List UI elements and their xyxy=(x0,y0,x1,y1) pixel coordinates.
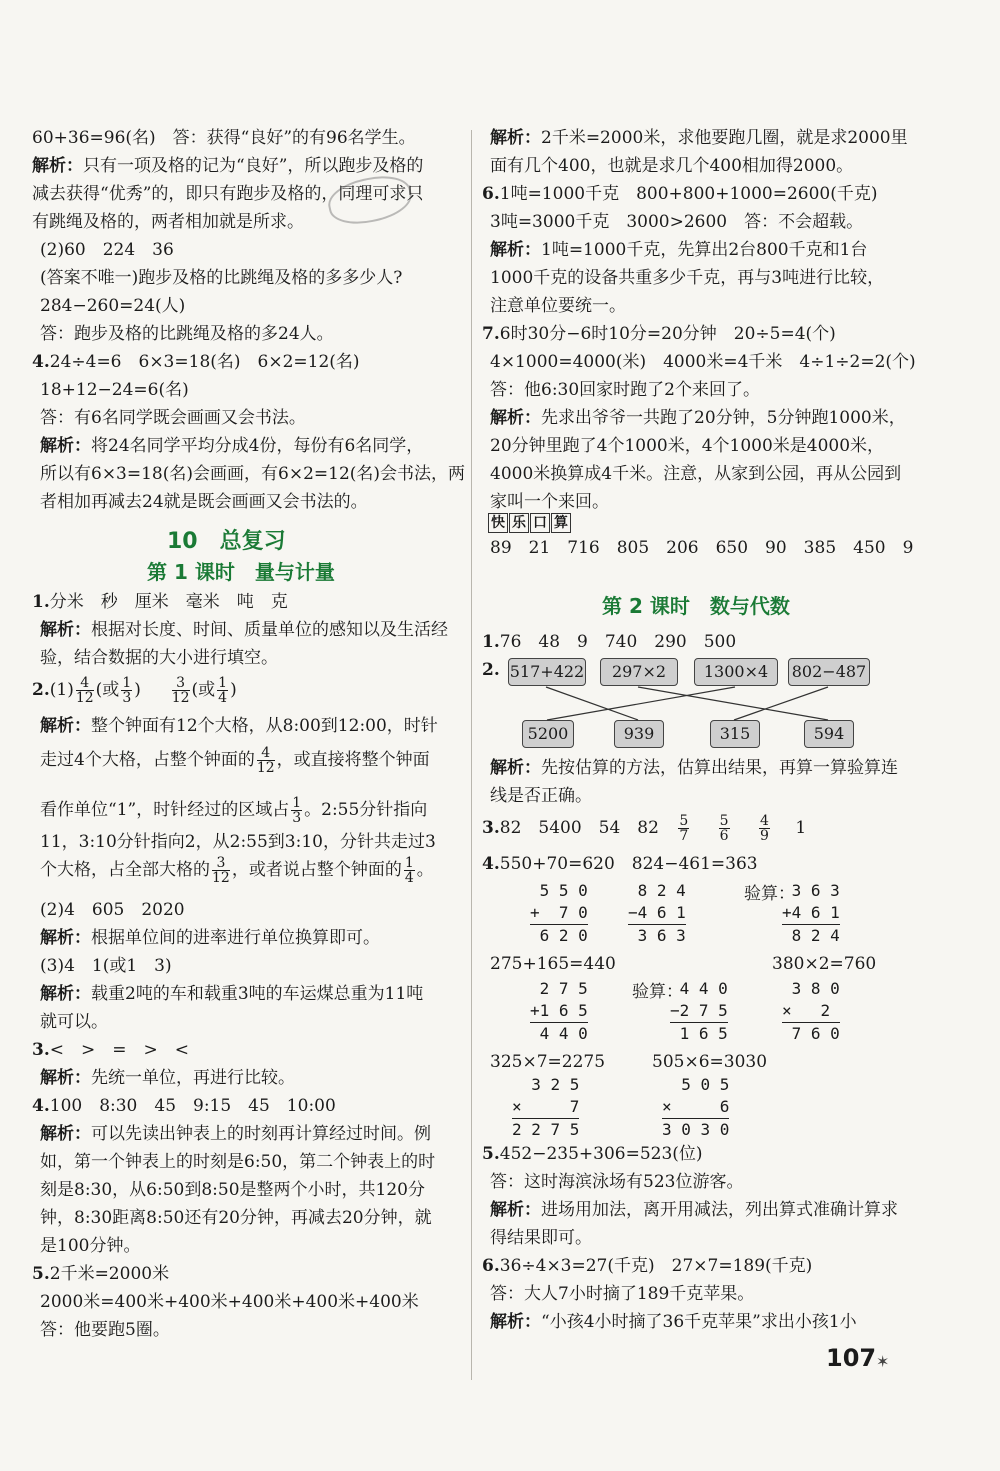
text: (或 xyxy=(95,680,120,700)
lesson-title: 第 1 课时 量与计量 xyxy=(147,560,335,584)
fraction xyxy=(759,814,770,843)
calc-operands: 5 5 0 + 7 0 xyxy=(530,880,588,925)
numerator: 1 xyxy=(218,675,228,691)
question-number: 4. xyxy=(482,854,500,874)
text-line: 减去获得“优秀”的，即只有跑步及格的，同理可求只 xyxy=(32,184,424,204)
text: (或 xyxy=(191,680,216,700)
text-line: 答：大人7小时摘了189千克苹果。 xyxy=(490,1284,755,1304)
result-box: 5200 xyxy=(522,720,574,748)
text-line: 家叫一个来回。 xyxy=(490,492,609,512)
question-number: 7. xyxy=(482,324,500,344)
question-number: 4. xyxy=(32,352,50,372)
question-r3 xyxy=(482,810,806,846)
fraction xyxy=(291,796,302,825)
numerator: 5 xyxy=(679,813,689,829)
match-line xyxy=(546,687,638,720)
question-text: 1吨=1000千克 800+800+1000=2600(千克) xyxy=(499,184,878,204)
question-text: 100 8:30 45 9:15 45 10:00 xyxy=(49,1096,336,1116)
question-text: 36÷4×3=27(千克) 27×7=189(千克) xyxy=(499,1256,813,1276)
question-text: 2千米=2000米 xyxy=(49,1264,170,1284)
text: 。2:55分针指向 xyxy=(304,800,428,820)
question-number: 3. xyxy=(32,1040,50,1060)
question-number: 5. xyxy=(482,1144,500,1164)
calc-operands: 3 2 5 × 7 xyxy=(512,1074,579,1119)
vertical-calc xyxy=(662,1074,729,1141)
text-line: 答：有6名同学既会画画又会书法。 xyxy=(40,408,306,428)
text-line: 面有几个400，也就是求几个400相加得2000。 xyxy=(490,156,854,176)
numerator: 1 xyxy=(292,795,302,811)
vertical-calc xyxy=(628,880,686,947)
calc-operands: 5 0 5 × 6 xyxy=(662,1074,729,1119)
text-line: 20分钟里跑了4个1000米，4个1000米是4000米， xyxy=(490,436,885,456)
question-number: 2. xyxy=(482,660,500,680)
text-line: 所以有6×3=18(名)会画画，有6×2=12(名)会书法，两 xyxy=(40,464,466,484)
result-box: 315 xyxy=(710,720,760,748)
text-line: 注意单位要统一。 xyxy=(490,296,626,316)
tag-char: 快 xyxy=(488,513,508,533)
vertical-calc xyxy=(782,880,840,947)
text-line: 得结果即可。 xyxy=(490,1228,592,1248)
question-number: 1. xyxy=(32,592,50,612)
calc-result: 2 2 7 5 xyxy=(512,1120,580,1139)
calc-result: 3 6 3 xyxy=(628,926,686,945)
analysis-label: 解析： xyxy=(40,1124,91,1144)
tag-char: 算 xyxy=(551,513,571,533)
text-line: 18+12−24=6(名) xyxy=(40,380,189,400)
text-line: 者相加再减去24就是既会画画又会书法的。 xyxy=(40,492,368,512)
text-line: 11，3:10分针指向2，从2:55到3:10，分针共走过3 xyxy=(40,832,436,852)
question-1 xyxy=(32,592,288,612)
calc-result: 6 2 0 xyxy=(530,926,588,945)
analysis-text: 载重2吨的车和载重3吨的车运煤总重为11吨 xyxy=(91,984,424,1004)
calc-operands: 3 6 3 +4 6 1 xyxy=(782,880,840,925)
question-4b xyxy=(32,1096,336,1116)
analysis-line xyxy=(490,1312,857,1332)
denominator: 3 xyxy=(122,690,132,706)
fraction xyxy=(121,676,132,705)
question-text: 24÷4=6 6×3=18(名) 6×2=12(名) xyxy=(49,352,360,372)
question-text: 452−235+306=523(位) xyxy=(499,1144,703,1164)
match-lines xyxy=(482,0,922,760)
text: 个大格，占全部大格的 xyxy=(40,860,210,880)
vertical-calc xyxy=(512,1074,579,1141)
text-line: 答：他要跑5圈。 xyxy=(40,1320,170,1340)
question-3 xyxy=(32,1040,189,1060)
question-2 xyxy=(32,672,237,708)
question-r5 xyxy=(482,1144,703,1164)
question-5 xyxy=(32,1264,169,1284)
tag-char: 口 xyxy=(530,513,550,533)
text-line: 275+165=440 xyxy=(490,954,616,974)
text-line: 4×1000=4000(米) 4000米=4千米 4÷1÷2=2(个) xyxy=(490,352,916,372)
denominator: 3 xyxy=(292,810,302,826)
check-label: 验算： xyxy=(744,884,795,904)
analysis-line xyxy=(40,928,380,948)
denominator: 7 xyxy=(679,828,689,844)
calc-result: 1 6 5 xyxy=(670,1024,728,1043)
question-text: 6时30分−6时10分=20分钟 20÷5=4(个) xyxy=(499,324,836,344)
numerator: 3 xyxy=(172,676,190,691)
question-r6 xyxy=(482,1256,812,1276)
kuaile-answers: 89 21 716 805 206 650 90 385 450 9 xyxy=(490,538,914,558)
analysis-label: 解析： xyxy=(32,156,83,176)
denominator: 9 xyxy=(759,828,769,844)
text-line: 2000米=400米+400米+400米+400米+400米 xyxy=(40,1292,419,1312)
page-number: 107 xyxy=(826,1344,877,1372)
analysis-line xyxy=(40,984,423,1004)
match-line xyxy=(547,687,735,720)
vertical-calc xyxy=(670,978,728,1045)
question-number: 4. xyxy=(32,1096,50,1116)
analysis-line xyxy=(40,620,448,640)
text: 走过4个大格，占整个钟面的 xyxy=(40,750,255,770)
analysis-label: 解析： xyxy=(490,240,541,260)
question-text: 分米 秒 厘米 毫米 吨 克 xyxy=(49,592,288,612)
fraction xyxy=(172,676,190,705)
analysis-label: 解析： xyxy=(490,758,541,778)
lesson-title: 第 2 课时 数与代数 xyxy=(602,594,790,618)
analysis-line xyxy=(40,436,423,456)
text-line: 是100分钟。 xyxy=(40,1236,141,1256)
numerator: 3 xyxy=(212,856,230,871)
question-number: 1. xyxy=(482,632,500,652)
analysis-line xyxy=(490,1200,898,1220)
question-text: 76 48 9 740 290 500 xyxy=(499,632,737,652)
question-number: 5. xyxy=(32,1264,50,1284)
fraction xyxy=(404,856,415,885)
text: ) xyxy=(230,680,237,700)
result-box: 594 xyxy=(804,720,854,748)
text-line: 刻是8:30，从6:50到8:50是整两个小时，共120分 xyxy=(40,1180,425,1200)
question-r4 xyxy=(482,854,758,874)
analysis-text: 根据单位间的进率进行单位换算即可。 xyxy=(91,928,380,948)
calc-operands: 4 4 0 −2 7 5 xyxy=(670,978,728,1023)
calc-result: 3 0 3 0 xyxy=(662,1120,730,1139)
analysis-text: 先统一单位，再进行比较。 xyxy=(91,1068,295,1088)
tag-char: 乐 xyxy=(509,513,529,533)
analysis-text: 先按估算的方法，估算出结果，再算一算验算连 xyxy=(541,758,898,778)
analysis-text: 整个钟面有12个大格，从8:00到12:00，时针 xyxy=(91,716,438,736)
fraction xyxy=(76,676,94,705)
vertical-calc xyxy=(782,978,840,1045)
text: ，或者说占整个钟面的 xyxy=(231,860,402,880)
fraction xyxy=(678,814,689,843)
analysis-text: 1吨=1000千克，先算出2台800千克和1台 xyxy=(541,240,868,260)
fraction xyxy=(257,746,275,775)
text-line: 有跳绳及格的，两者相加就是所求。 xyxy=(32,212,304,232)
analysis-text: 将24名同学平均分成4份，每份有6名同学， xyxy=(91,436,424,456)
numerator: 1 xyxy=(122,675,132,691)
column-divider xyxy=(471,130,472,1380)
numerator: 5 xyxy=(719,813,729,829)
analysis-label: 解析： xyxy=(40,716,91,736)
analysis-line xyxy=(40,1068,295,1088)
match-line xyxy=(638,687,828,720)
analysis-label: 解析： xyxy=(490,1200,541,1220)
fraction xyxy=(212,856,230,885)
analysis-label: 解析： xyxy=(40,1068,91,1088)
text-line xyxy=(40,792,427,828)
analysis-label: 解析： xyxy=(490,128,541,148)
denominator: 6 xyxy=(719,828,729,844)
text-line: (2)60 224 36 xyxy=(40,240,174,260)
expr-box: 517+422 xyxy=(508,658,586,686)
analysis-text: 2千米=2000米，求他要跑几圈，就是求2000里 xyxy=(541,128,908,148)
analysis-text: 进场用加法，离开用减法，列出算式准确计算求 xyxy=(541,1200,898,1220)
text-line: 线是否正确。 xyxy=(490,786,592,806)
text-line: 验，结合数据的大小进行填空。 xyxy=(40,648,278,668)
analysis-label: 解析： xyxy=(40,928,91,948)
text-line: 如，第一个钟表上的时刻是6:50，第二个钟表上的时 xyxy=(40,1152,436,1172)
calc-result: 4 4 0 xyxy=(530,1024,588,1043)
analysis-line xyxy=(40,1124,431,1144)
vertical-calc xyxy=(530,978,588,1045)
analysis-line xyxy=(490,758,898,778)
fraction xyxy=(217,676,228,705)
numerator: 4 xyxy=(257,746,275,761)
expr-box: 802−487 xyxy=(788,658,870,686)
text: ，或直接将整个钟面 xyxy=(276,750,430,770)
fraction xyxy=(719,814,730,843)
text-line: 3吨=3000千克 3000>2600 答：不会超载。 xyxy=(490,212,864,232)
analysis-text: 根据对长度、时间、质量单位的感知以及生活经 xyxy=(91,620,448,640)
text-line: 325×7=2275 xyxy=(490,1052,606,1072)
analysis-line xyxy=(32,156,423,176)
text-line: (3)4 1(或1 3) xyxy=(40,956,172,976)
star-icon: ✶ xyxy=(876,1352,890,1371)
text-line: 答：他6:30回家时跑了2个来回了。 xyxy=(490,380,760,400)
analysis-text: 可以先读出钟表上的时刻再计算经过时间。例 xyxy=(91,1124,431,1144)
vertical-calc xyxy=(530,880,588,947)
text-line: 4000米换算成4千米。注意，从家到公园，再从公园到 xyxy=(490,464,902,484)
analysis-label: 解析： xyxy=(490,1312,541,1332)
question-number: 6. xyxy=(482,184,500,204)
analysis-text: 只有一项及格的记为“良好”，所以跑步及格的 xyxy=(83,156,424,176)
calc-operands: 3 8 0 × 2 xyxy=(782,978,840,1023)
numerator: 4 xyxy=(76,676,94,691)
check-label: 验算： xyxy=(632,982,683,1002)
denominator: 12 xyxy=(75,690,94,706)
text-line: 答：这时海滨泳场有523位游客。 xyxy=(490,1172,744,1192)
text-line: 1000千克的设备共重多少千克，再与3吨进行比较， xyxy=(490,268,885,288)
text-line: (2)4 605 2020 xyxy=(40,900,185,920)
text-line: 284−260=24(人) xyxy=(40,296,186,316)
question-number: 3. xyxy=(482,818,500,838)
text-line xyxy=(40,852,434,888)
question-text: 1 xyxy=(795,818,807,838)
analysis-label: 解析： xyxy=(40,620,91,640)
analysis-label: 解析： xyxy=(490,408,541,428)
denominator: 12 xyxy=(212,870,230,886)
expr-box: 297×2 xyxy=(600,658,678,686)
text-line: 60+36=96(名) 答：获得“良好”的有96名学生。 xyxy=(32,128,416,148)
expr-box: 1300×4 xyxy=(694,658,778,686)
text-line xyxy=(40,742,430,778)
match-line xyxy=(734,687,828,720)
text-line: 505×6=3030 xyxy=(652,1052,768,1072)
denominator: 4 xyxy=(404,870,414,886)
text-line: 钟，8:30距离8:50还有20分钟，再减去20分钟，就 xyxy=(40,1208,432,1228)
text-line: 答：跑步及格的比跳绳及格的多24人。 xyxy=(40,324,334,344)
analysis-line xyxy=(40,716,438,736)
question-text: < > = > < xyxy=(49,1040,189,1060)
text: 看作单位“1”，时针经过的区域占 xyxy=(40,800,290,820)
denominator: 12 xyxy=(256,760,275,776)
numerator: 1 xyxy=(404,855,414,871)
result-box: 939 xyxy=(614,720,664,748)
calc-operands: 8 2 4 −4 6 1 xyxy=(628,880,686,925)
calc-operands: 2 7 5 +1 6 5 xyxy=(530,978,588,1023)
sub-label: (1) xyxy=(49,680,74,700)
text-line: 380×2=760 xyxy=(772,954,877,974)
question-text: 82 5400 54 82 xyxy=(499,818,659,838)
analysis-label: 解析： xyxy=(40,436,91,456)
text-line: (答案不唯一)跑步及格的比跳绳及格的多多少人? xyxy=(40,268,403,288)
question-text: 550+70=620 824−461=363 xyxy=(499,854,758,874)
calc-result: 8 2 4 xyxy=(782,926,840,945)
unit-title: 10 总复习 xyxy=(167,529,286,554)
text: 。 xyxy=(416,860,434,880)
text-line: 就可以。 xyxy=(40,1012,108,1032)
question-number: 2. xyxy=(32,680,50,700)
analysis-text: 先求出爷爷一共跑了20分钟，5分钟跑1000米， xyxy=(541,408,906,428)
analysis-text: “小孩4小时摘了36千克苹果”求出小孩1小 xyxy=(541,1312,857,1332)
denominator: 12 xyxy=(171,690,190,706)
question-number: 6. xyxy=(482,1256,500,1276)
text: ) xyxy=(134,680,141,700)
analysis-label: 解析： xyxy=(40,984,91,1004)
numerator: 4 xyxy=(759,813,769,829)
calc-result: 7 6 0 xyxy=(782,1024,840,1043)
question-4 xyxy=(32,352,360,372)
denominator: 4 xyxy=(218,690,228,706)
